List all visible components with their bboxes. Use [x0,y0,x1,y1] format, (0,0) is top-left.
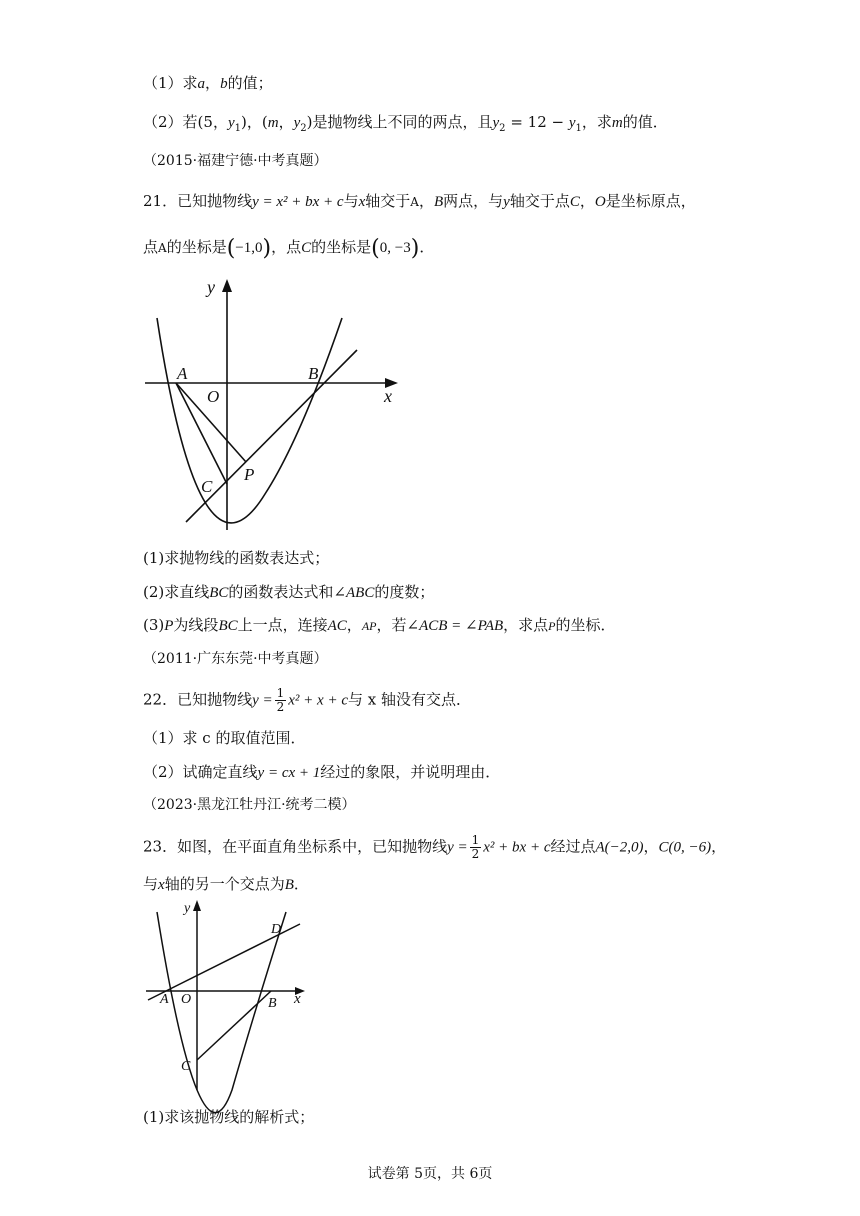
q21-sub1: (1)求抛物线的函数表达式； [143,549,330,567]
fig23-label-a: A [160,992,169,1007]
fig21-label-p: P [244,465,255,484]
fig23-label-o: O [181,992,192,1007]
source-22: （2011·广东东莞·中考真题） [143,651,328,667]
fig23-label-d: D [271,922,282,937]
q21-stem: 21．已知抛物线y = x² + bx + c与x轴交于A，B两点，与y轴交于点C，O是坐标原点， [143,192,696,210]
fig21-label-a: A [177,364,188,383]
q21-sub2: (2)求直线BC的函数表达式和∠ABC的度数； [143,583,435,601]
q22-sub1: （1）求 c 的取值范围． [143,729,306,747]
fig23-label-y: y [184,901,191,916]
q21-sub3: (3)P为线段BC上一点，连接AC，AP，若∠ACB = ∠PAB，求点P的坐标． [143,616,616,634]
q22-stem: 22．已知抛物线y = $\frac{1}{2}$ x² + x + c与 x 轴没有交点． [143,686,471,714]
fig23-label-x: x [294,991,301,1007]
q23-stem: 23．如图，在平面直角坐标系中，已知抛物线y = $\frac{1}{2}$ x² + bx + c经过点A(−2,0)，C(0, −6)， [143,833,727,861]
q23-stem-line2: 与x轴的另一个交点为B． [143,875,309,893]
page-footer: 试卷第 5页，共 6页 [367,1166,493,1182]
q23-sub1: (1)求该抛物线的解析式； [143,1108,315,1126]
fig23-label-c: C [181,1059,191,1074]
q21-stem-line2: 点A的坐标是(−1,0)，点C的坐标是(0, −3)． [143,236,435,261]
source-21: （2015·福建宁德·中考真题） [143,153,328,169]
q20-part2: （2）若(5，$y_1$)，(m，$y_2$)是抛物线上不同的两点，且$y_2 = 12 - y_1$，求m的值． [143,113,668,134]
q22-sub2: （2）试确定直线y = cx + 1经过的象限，并说明理由． [143,763,501,781]
y-arrow [193,900,201,911]
fig21-label-o: O [207,387,220,406]
fig21-label-b: B [308,364,319,383]
q20-part1: （1）求a，b的值； [143,74,273,92]
parabola-23 [157,912,286,1113]
fig21-label-c: C [201,477,213,496]
source-23: （2023·黑龙江牡丹江·统考二模） [143,797,356,813]
fig23-label-b: B [268,996,277,1011]
fig21-label-y: y [207,277,215,297]
line-bc [197,991,271,1060]
fig21-label-x: x [384,386,392,406]
